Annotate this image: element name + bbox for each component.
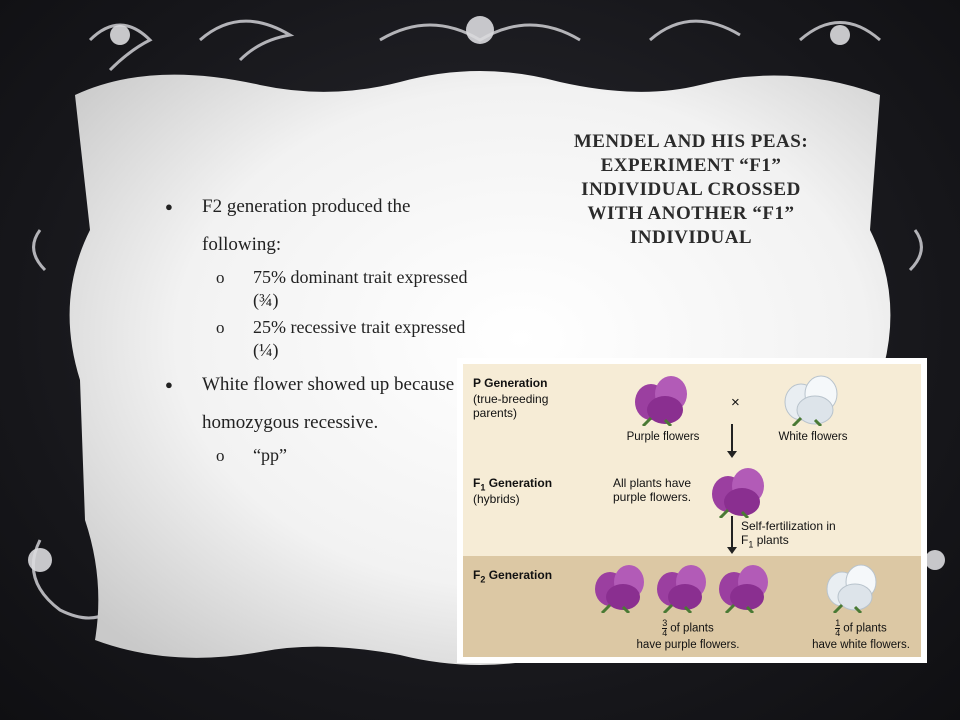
- mendel-cross-figure: [457, 358, 927, 663]
- bullet-item: [160, 366, 470, 442]
- bullet-text: White flower showed up because homozygous recessive.: [202, 374, 455, 433]
- purple-flowers-caption: Purple flowers: [626, 431, 700, 443]
- bullet-marker: ●: [165, 199, 173, 214]
- sub-bullet-item: [160, 316, 470, 362]
- purple-flower-icon: [591, 561, 651, 613]
- bullet-marker: ●: [165, 377, 173, 392]
- cross-symbol: ×: [731, 394, 740, 411]
- bullet-item: [160, 188, 470, 264]
- self-fertilization-note: Self-fertilization in $F_1$ plants: [741, 519, 836, 550]
- bullet-list: [160, 188, 470, 471]
- bullet-text: F2 generation produced the following:: [202, 196, 411, 255]
- white-flower-icon: [781, 372, 845, 426]
- f1-to-f2-arrow: [731, 516, 733, 548]
- f2-generation-label: $F_2$ Generation: [473, 568, 553, 585]
- p-generation-label: P Generation: [473, 376, 548, 390]
- purple-flower-icon: [708, 464, 772, 518]
- sub-bullet-item: [160, 266, 470, 312]
- p-to-f1-arrow: [731, 424, 733, 452]
- sub-bullet-text: 75% dominant trait expressed (¾): [253, 267, 468, 310]
- f1-generation-label: $F_1$ Generation: [473, 476, 553, 493]
- sub-bullet-marker: o: [216, 446, 225, 465]
- f1-note: All plants have purple flowers.: [613, 476, 692, 504]
- sub-bullet-text: “pp”: [253, 445, 287, 465]
- p-generation-sublabel: (true-breeding parents): [473, 392, 549, 420]
- sub-bullet-item: [160, 444, 470, 467]
- slide-title: MENDEL AND HIS PEAS: EXPERIMENT “F1” INDIVIDUAL CROSSED WITH ANOTHER “F1” INDIVIDUAL: [573, 131, 809, 248]
- sub-bullet-marker: o: [216, 268, 225, 287]
- white-flowers-caption: White flowers: [778, 431, 848, 443]
- purple-fraction-caption: $\frac{3}{4}$ of plants have purple flowers.: [636, 618, 740, 651]
- sub-bullet-text: 25% recessive trait expressed (¼): [253, 317, 466, 360]
- purple-flower-icon: [715, 561, 775, 613]
- purple-flower-icon: [653, 561, 713, 613]
- f1-generation-sublabel: (hybrids): [473, 492, 520, 506]
- sub-bullet-marker: o: [216, 318, 225, 337]
- white-flower-icon: [823, 561, 883, 613]
- purple-flower-icon: [631, 372, 695, 426]
- white-fraction-caption: $\frac{1}{4}$ of plants have white flowers.: [812, 618, 910, 651]
